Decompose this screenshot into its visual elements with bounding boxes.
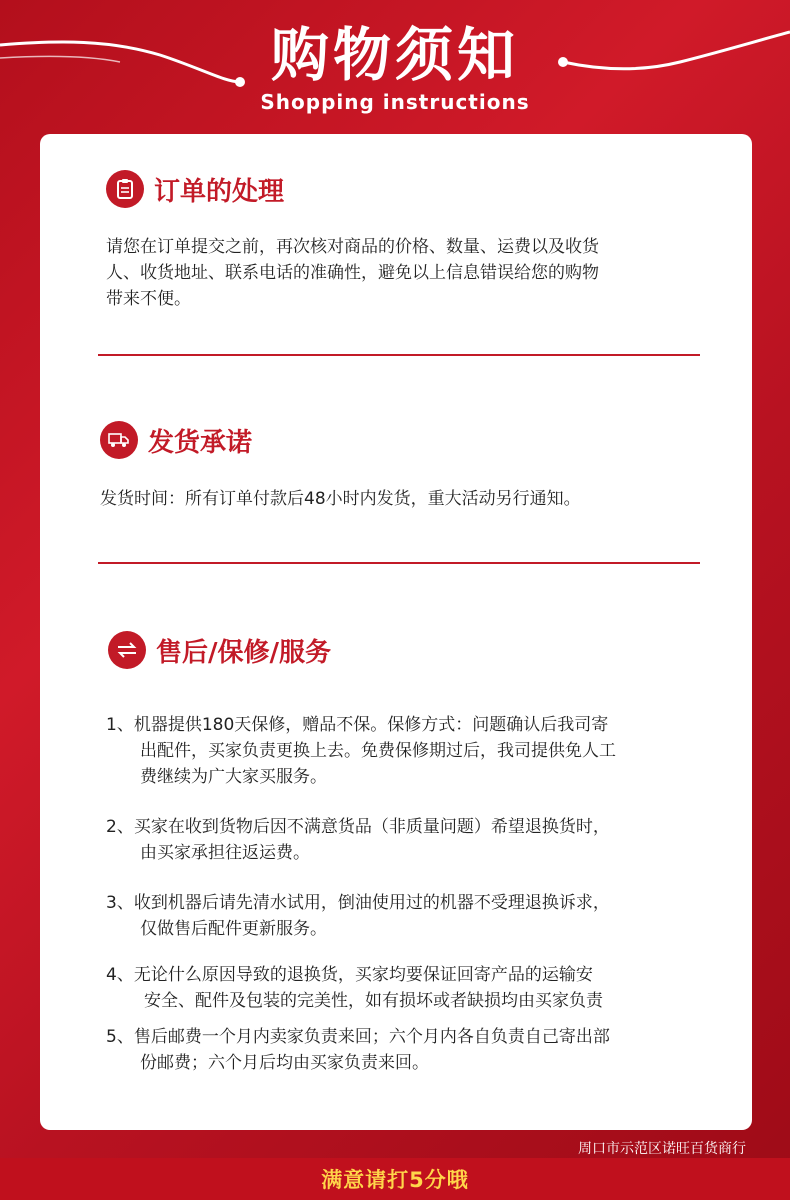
delivery-truck-icon bbox=[100, 421, 138, 459]
section-order-header bbox=[106, 170, 284, 208]
list-item: 3、收到机器后请先清水试用，倒油使用过的机器不受理退换诉求， 仅做售后配件更新服务。 bbox=[106, 893, 610, 939]
page-title: 购物须知 bbox=[270, 21, 519, 89]
section-shipping-header bbox=[100, 421, 252, 459]
section-order-title: 订单的处理 bbox=[154, 176, 285, 207]
instructions-card bbox=[40, 134, 752, 1130]
section-aftersales-header bbox=[108, 631, 331, 669]
exchange-arrows-icon bbox=[108, 631, 146, 669]
section-shipping-text: 发货时间：所有订单付款后48小时内发货，重大活动另行通知。 bbox=[100, 489, 581, 509]
section-order-text: 请您在订单提交之前，再次核对商品的价格、数量、运费以及收货 人、收货地址、联系电话的准确性，避免以上信息错误给您的购物 带来不便。 bbox=[106, 237, 599, 309]
page-subtitle: Shopping instructions bbox=[260, 90, 530, 114]
divider bbox=[98, 562, 700, 564]
divider bbox=[98, 354, 700, 356]
clipboard-icon bbox=[106, 170, 144, 208]
list-item: 1、机器提供180天保修，赠品不保。保修方式：问题确认后我司寄 出配件，买家负责更换上去。免费保修期过后，我司提供免人工 费继续为广大家买服务。 bbox=[106, 715, 616, 787]
list-item: 2、买家在收到货物后因不满意货品（非质量问题）希望退换货时， 由买家承担往返运费。 bbox=[106, 817, 610, 863]
section-aftersales-title: 售后/保修/服务 bbox=[156, 637, 331, 668]
section-shipping-title: 发货承诺 bbox=[148, 427, 253, 458]
list-item: 5、售后邮费一个月内卖家负责来回；六个月内各自负责自己寄出部 份邮费；六个月后均由买家负责来回。 bbox=[106, 1027, 610, 1073]
rating-banner-text: 满意请打5分哦 bbox=[321, 1168, 469, 1192]
store-name: 周口市示范区诺旺百货商行 bbox=[578, 1141, 746, 1157]
rating-banner bbox=[0, 1158, 790, 1200]
list-item: 4、无论什么原因导致的退换货，买家均要保证回寄产品的运输安 安全、配件及包装的完美性，如有损坏或者缺损均由买家负责 bbox=[106, 965, 603, 1011]
